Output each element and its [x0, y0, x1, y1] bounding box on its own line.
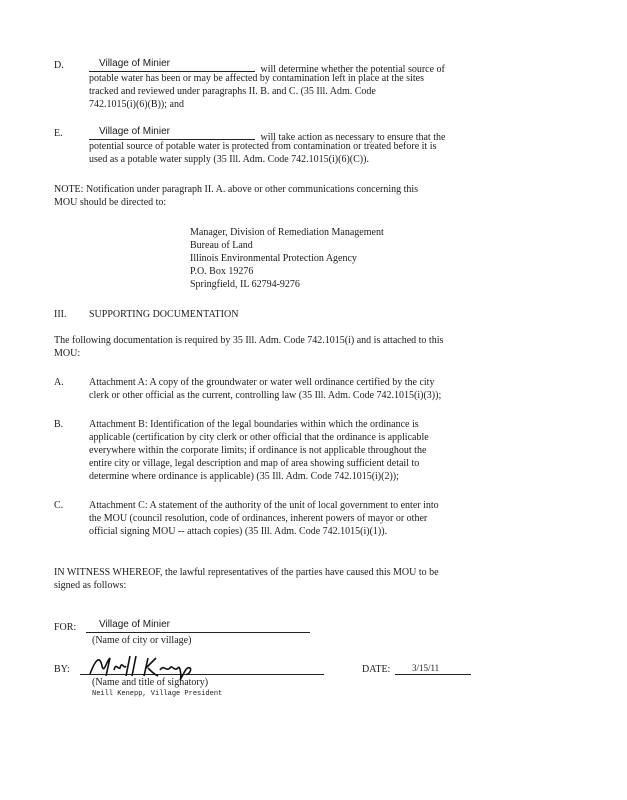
attachment-b-line: applicable (certification by city clerk or other official that the ordinance is applicable: [89, 432, 429, 443]
date-label: DATE:: [362, 664, 391, 675]
attachment-c-label: C.: [54, 500, 64, 511]
item-d-entity: Village of Minier: [99, 58, 170, 69]
attachment-b-line: Attachment B: Identification of the legal boundaries within which the ordinance is: [89, 419, 419, 430]
item-e-text-line: will take action as necessary to ensure that the: [260, 132, 446, 143]
item-d-label: D.: [54, 60, 64, 71]
section-intro-line: The following documentation is required by 35 Ill. Adm. Code 742.1015(i) and is attached to this: [54, 335, 444, 346]
item-d-text-line: 742.1015(i)(6)(B)); and: [89, 99, 184, 110]
item-d-text-line: tracked and reviewed under paragraphs II. B. and C. (35 Ill. Adm. Code: [89, 86, 376, 97]
item-d-entity-field: [89, 60, 255, 72]
attachment-c-line: official signing MOU -- attach copies) (35 Ill. Adm. Code 742.1015(i)(1)).: [89, 526, 388, 537]
attachment-b-label: B.: [54, 419, 64, 430]
attachment-a-label: A.: [54, 377, 64, 388]
item-e-entity-field: [89, 128, 255, 140]
date-field-line: [395, 674, 471, 675]
address-line: Springfield, IL 62794-9276: [190, 279, 300, 290]
section-intro-line: MOU:: [54, 348, 81, 359]
address-line: P.O. Box 19276: [190, 266, 254, 277]
attachment-c-line: Attachment C: A statement of the authority of the unit of local government to enter into: [89, 500, 439, 511]
attachment-a-line: clerk or other official as the current, controlling law (35 Ill. Adm. Code 742.1015(i)(3));: [89, 390, 442, 401]
address-line: Bureau of Land: [190, 240, 253, 251]
attachment-b-line: entire city or village, legal description and map of area showing sufficient detail to: [89, 458, 420, 469]
attachment-b-line: determine where ordinance is applicable) (35 Ill. Adm. Code 742.1015(i)(2));: [89, 471, 399, 482]
note-line: MOU should be directed to:: [54, 197, 167, 208]
item-e-entity: Village of Minier: [99, 126, 170, 137]
item-d-text-line: will determine whether the potential source of: [260, 64, 445, 75]
witness-line: IN WITNESS WHEREOF, the lawful representatives of the parties have caused this MOU to be: [54, 567, 439, 578]
item-d-text-line: potable water has been or may be affected by contamination left in place at the sites: [89, 73, 424, 84]
address-line: Illinois Environmental Protection Agency: [190, 253, 357, 264]
date-value: 3/15/11: [412, 663, 440, 673]
for-label: FOR:: [54, 622, 77, 633]
for-value: Village of Minier: [99, 619, 170, 630]
note-line: NOTE: Notification under paragraph II. A. above or other communications concerning this: [54, 184, 419, 195]
section-number: III.: [54, 309, 67, 320]
typed-name: Neill Kenepp, Village President: [92, 690, 223, 698]
for-field-line: [86, 632, 310, 633]
address-line: Manager, Division of Remediation Management: [190, 227, 384, 238]
by-label: BY:: [54, 664, 70, 675]
by-caption: (Name and title of signatory): [92, 677, 209, 688]
item-e-text-line: potential source of potable water is protected from contamination or treated before it is: [89, 141, 437, 152]
item-e-label: E.: [54, 128, 63, 139]
witness-line: signed as follows:: [54, 580, 127, 591]
attachment-b-line: everywhere within the corporate limits; if ordinance is not applicable throughout the: [89, 445, 427, 456]
attachment-a-line: Attachment A: A copy of the groundwater or water well ordinance certified by the city: [89, 377, 435, 388]
item-e-text-line: used as a potable water supply (35 Ill. Adm. Code 742.1015(i)(6)(C)).: [89, 154, 369, 165]
for-caption: (Name of city or village): [92, 635, 192, 646]
attachment-c-line: the MOU (council resolution, code of ordinances, inherent powers of mayor or other: [89, 513, 428, 524]
section-heading: SUPPORTING DOCUMENTATION: [89, 309, 239, 320]
